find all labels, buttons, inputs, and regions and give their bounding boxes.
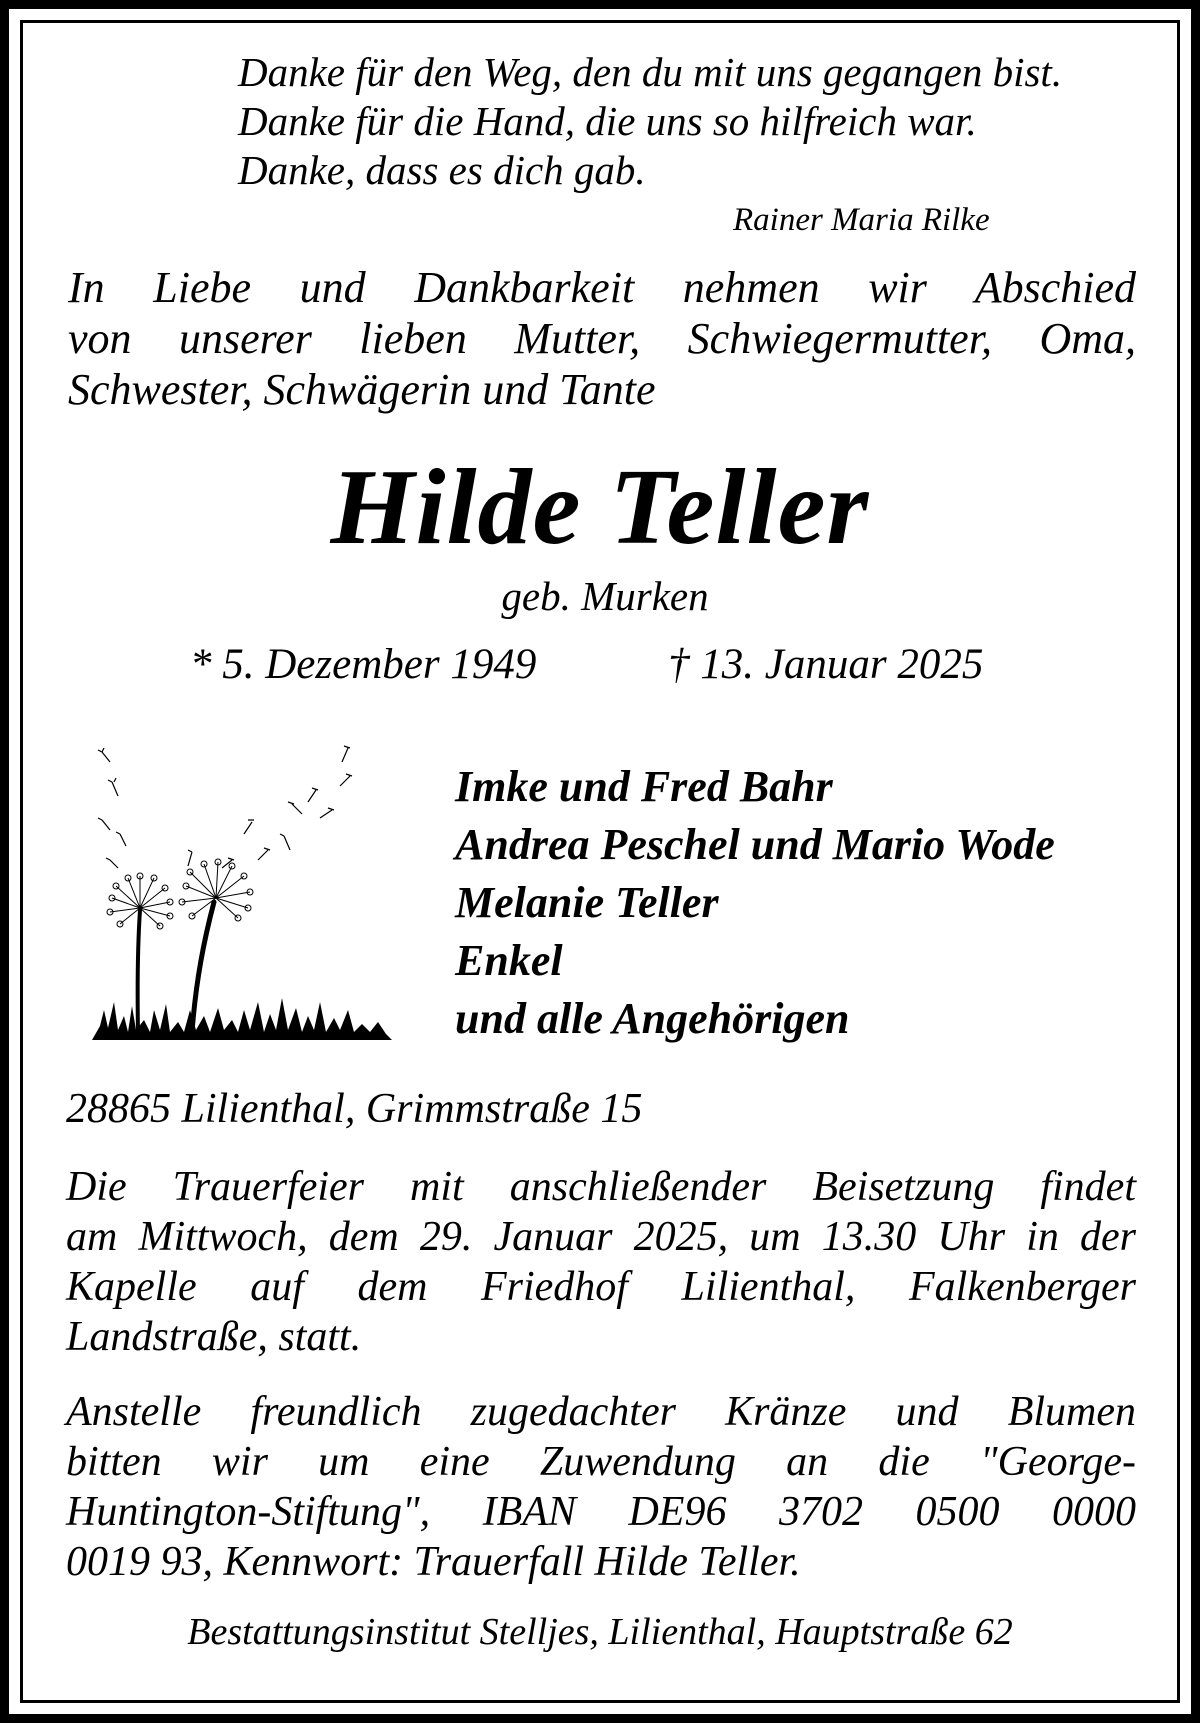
ceremony-line: am Mittwoch, dem 29. Januar 2025, um 13.30 Uhr in der — [66, 1214, 1136, 1260]
intro-line: In Liebe und Dankbarkeit nehmen wir Abschied — [68, 263, 1136, 312]
address: 28865 Lilienthal, Grimmstraße 15 — [66, 1086, 643, 1132]
poem-line: Danke, dass es dich gab. — [238, 147, 646, 193]
donation-paragraph — [66, 1387, 1136, 1587]
death-date: † 13. Januar 2025 — [668, 641, 984, 688]
ceremony-line: Kapelle auf dem Friedhof Lilienthal, Falkenberger — [66, 1264, 1136, 1310]
mourner: Imke und Fred Bahr — [455, 762, 833, 811]
poem-line: Danke für den Weg, den du mit uns gegangen bist. — [238, 49, 1063, 95]
poem-quote — [238, 48, 1062, 195]
donation-line: Anstelle freundlich zugedachter Kränze und Blumen — [66, 1389, 1136, 1435]
intro-text — [68, 262, 1136, 415]
funeral-home: Bestattungsinstitut Stelljes, Lilienthal, Hauptstraße 62 — [187, 1611, 1013, 1653]
ceremony-line: Die Trauerfeier mit anschließender Beisetzung findet — [66, 1164, 1136, 1210]
dandelion-icon — [92, 740, 392, 1040]
mourner: Andrea Peschel und Mario Wode — [455, 820, 1055, 869]
poem-line: Danke für die Hand, die uns so hilfreich war. — [238, 98, 977, 144]
donation-line: 0019 93, Kennwort: Trauerfall Hilde Teller. — [66, 1539, 801, 1585]
poem-author: Rainer Maria Rilke — [733, 202, 990, 238]
intro-line: Schwester, Schwägerin und Tante — [68, 365, 656, 414]
donation-line: Huntington-Stiftung", IBAN DE96 3702 0500 0000 — [66, 1489, 1136, 1535]
mourner: und alle Angehörigen — [455, 994, 850, 1043]
ceremony-line: Landstraße, statt. — [66, 1314, 362, 1360]
mourner: Enkel — [455, 936, 563, 985]
mourner: Melanie Teller — [455, 878, 719, 927]
ceremony-paragraph — [66, 1162, 1136, 1362]
deceased-name: Hilde Teller — [330, 448, 870, 567]
maiden-name: geb. Murken — [501, 573, 709, 619]
intro-line: von unserer lieben Mutter, Schwiegermutter, Oma, — [68, 314, 1136, 363]
birth-date: * 5. Dezember 1949 — [190, 641, 537, 688]
donation-line: bitten wir um eine Zuwendung an die "George- — [66, 1439, 1136, 1485]
mourners-list — [455, 758, 1055, 1048]
